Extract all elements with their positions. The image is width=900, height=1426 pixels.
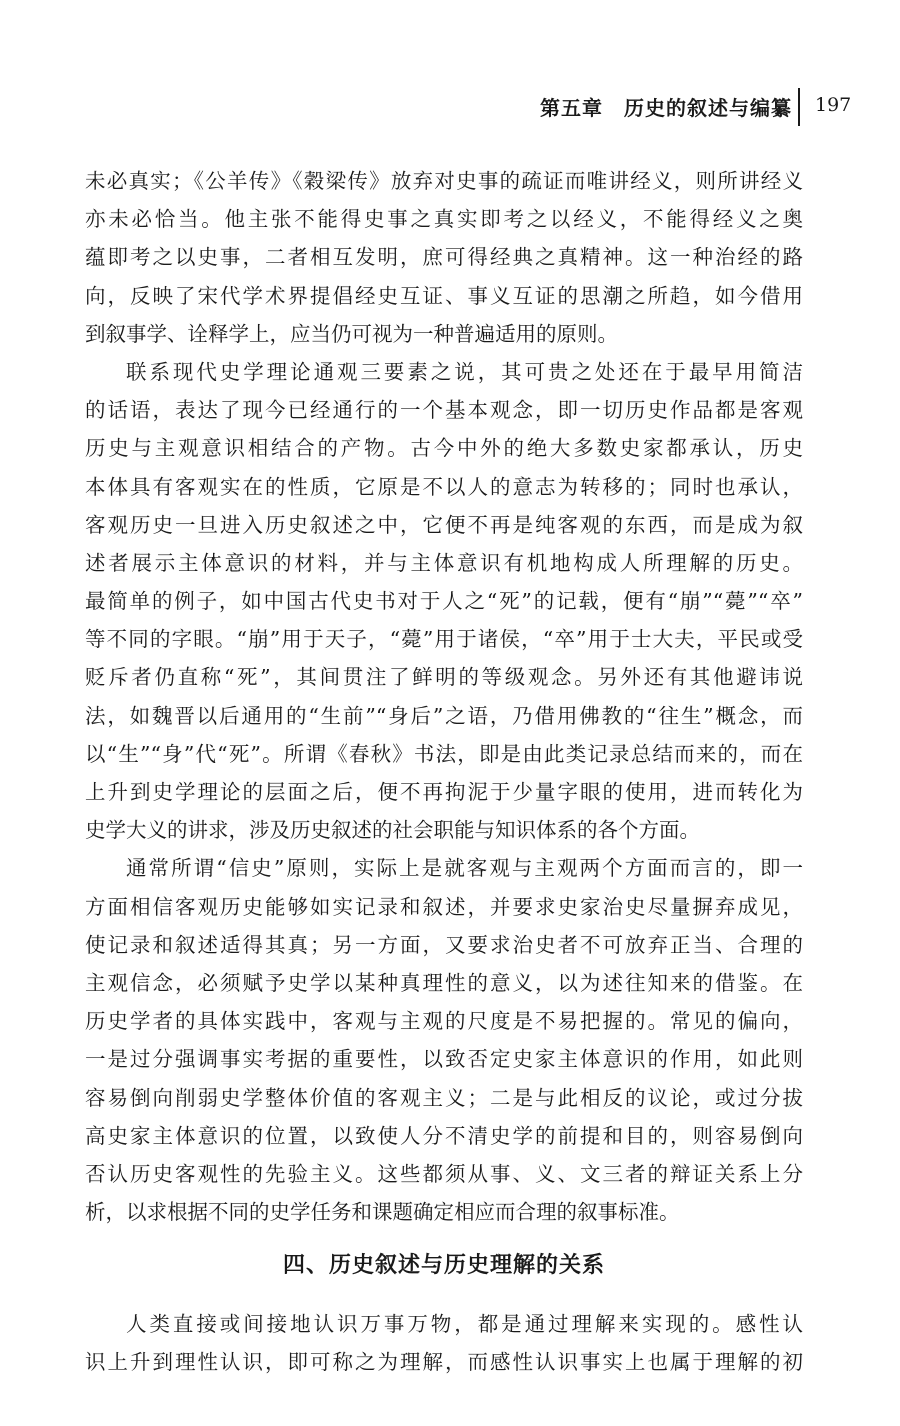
text-line: 使记录和叙述适得其真；另一方面，又要求治史者不可放弃正当、合理的	[85, 932, 803, 957]
text-line: 容易倒向削弱史学整体价值的客观主义；二是与此相反的议论，或过分拔	[85, 1085, 803, 1110]
text-line: 未必真实；《公羊传》《穀梁传》放弃对史事的疏证而唯讲经义，则所讲经义	[85, 169, 803, 193]
header-divider	[798, 88, 800, 126]
text-line: 最简单的例子，如中国古代史书对于人之“死”的记载，便有“崩”“薨”“卒”	[85, 589, 803, 614]
text-line: 高史家主体意识的位置，以致使人分不清史学的前提和目的，则容易倒向	[85, 1123, 803, 1148]
text-line: 通常所谓“信史”原则，实际上是就客观与主观两个方面而言的，即一	[126, 856, 803, 881]
text-line: 识上升到理性认识，即可称之为理解，而感性认识事实上也属于理解的初	[85, 1350, 803, 1375]
text-line: 蕴即考之以史事，二者相互发明，庶可得经典之真精神。这一种治经的路	[85, 245, 803, 270]
text-line: 本体具有客观实在的性质，它原是不以人的意志为转移的；同时也承认，	[85, 474, 803, 499]
text-line: 人类直接或间接地认识万事万物，都是通过理解来实现的。感性认	[126, 1312, 803, 1337]
text-line: 主观信念，必须赋予史学以某种真理性的意义，以为述往知来的借鉴。在	[85, 970, 803, 995]
text-line: 历史学者的具体实践中，客观与主观的尺度是不易把握的。常见的偏向，	[85, 1009, 803, 1034]
text-line: 向，反映了宋代学术界提倡经史互证、事义互证的思潮之所趋，如今借用	[85, 283, 803, 308]
text-line: 一是过分强调事实考据的重要性，以致否定史家主体意识的作用，如此则	[85, 1047, 803, 1072]
text-line: 史学大义的讲求，涉及历史叙述的社会职能与知识体系的各个方面。	[85, 818, 700, 843]
text-line: 以“生”“身”代“死”。所谓《春秋》书法，即是由此类记录总结而来的，而在	[85, 741, 803, 766]
text-line: 贬斥者仍直称“死”，其间贯注了鲜明的等级观念。另外还有其他避讳说	[85, 665, 803, 690]
text-line: 到叙事学、诠释学上，应当仍可视为一种普遍适用的原则。	[85, 321, 618, 346]
text-line: 亦未必恰当。他主张不能得史事之真实即考之以经义，不能得经义之奥	[85, 207, 803, 232]
text-line: 上升到史学理论的层面之后，便不再拘泥于少量字眼的使用，进而转化为	[85, 780, 803, 804]
text-line: 述者展示主体意识的材料，并与主体意识有机地构成人所理解的历史。	[85, 550, 803, 575]
running-header	[0, 88, 900, 128]
page-number: 197	[815, 94, 852, 116]
text-line: 客观历史一旦进入历史叙述之中，它便不再是纯客观的东西，而是成为叙	[85, 512, 803, 537]
section-heading: 四、历史叙述与历史理解的关系	[282, 1253, 605, 1279]
chapter-title: 第五章 历史的叙述与编纂	[540, 96, 792, 120]
body-text	[85, 162, 803, 1382]
text-line: 历史与主观意识相结合的产物。古今中外的绝大多数史家都承认，历史	[85, 436, 803, 461]
text-line: 方面相信客观历史能够如实记录和叙述，并要求史家治史尽量摒弃成见，	[85, 894, 803, 919]
text-line: 等不同的字眼。“崩”用于天子，“薨”用于诸侯，“卒”用于士大夫，平民或受	[85, 627, 803, 652]
text-line: 的话语，表达了现今已经通行的一个基本观念，即一切历史作品都是客观	[85, 398, 803, 423]
text-line: 否认历史客观性的先验主义。这些都须从事、义、文三者的辩证关系上分	[85, 1161, 803, 1186]
text-line: 析，以求根据不同的史学任务和课题确定相应而合理的叙事标准。	[85, 1200, 680, 1225]
text-line: 法，如魏晋以后通用的“生前”“身后”之语，乃借用佛教的“往生”概念，而	[85, 703, 803, 728]
text-line: 联系现代史学理论通观三要素之说，其可贵之处还在于最早用简洁	[126, 359, 803, 384]
